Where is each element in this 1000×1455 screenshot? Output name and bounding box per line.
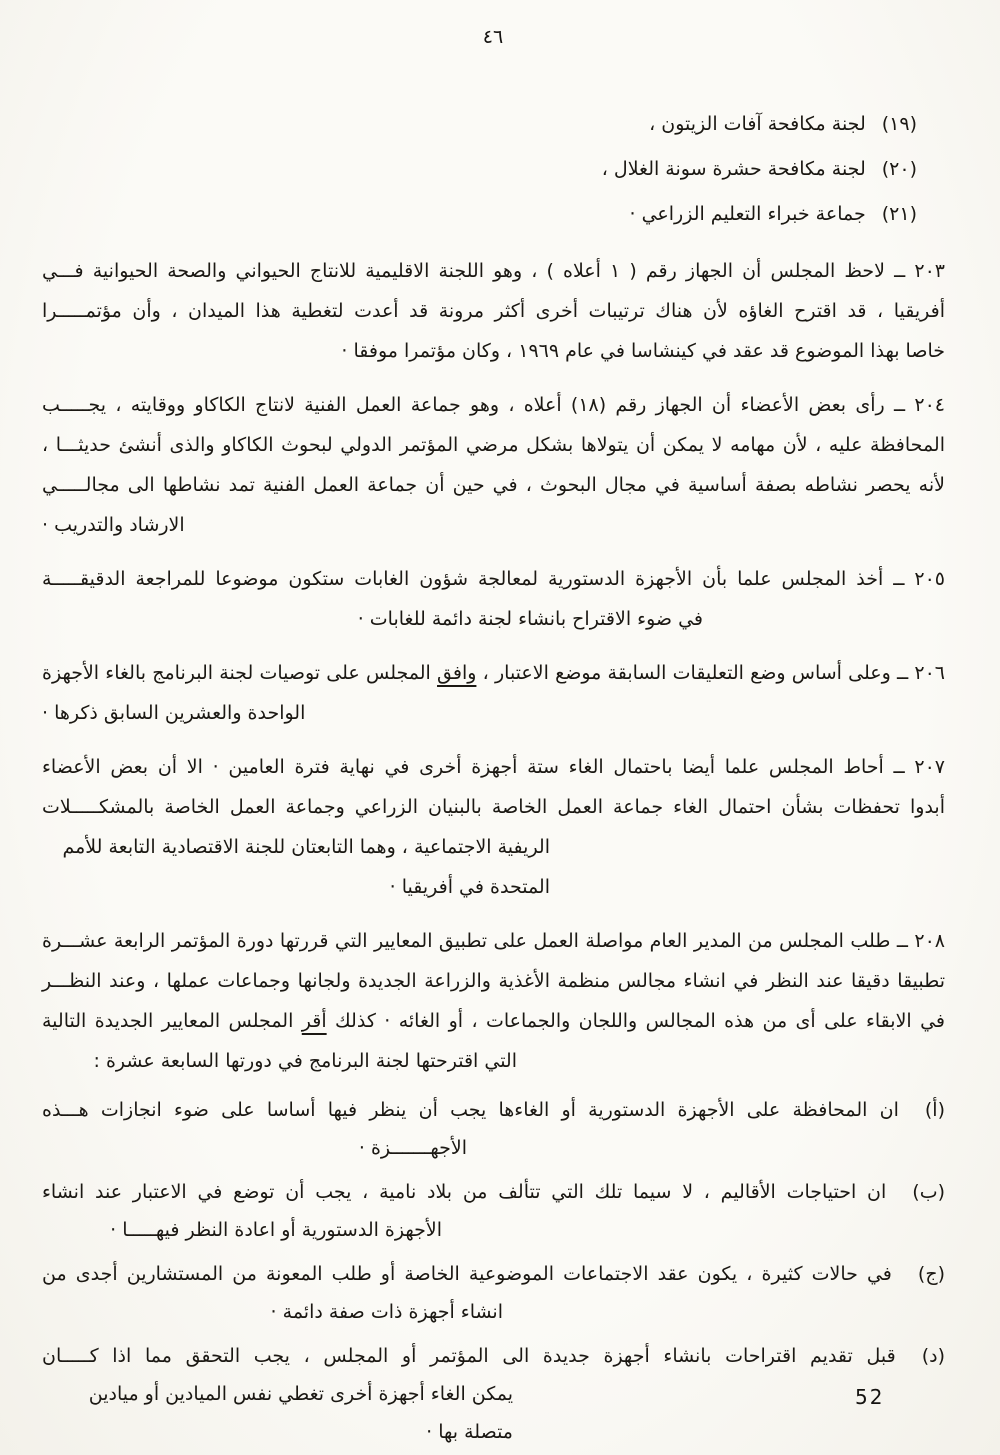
subitem-text: في حالات كثيرة ، يكون عقد الاجتماعات الموضوعية الخاصة أو طلب المعونة من المستشارين أجدى من (42, 1263, 892, 1285)
subitem-label: (أ) (924, 1099, 945, 1121)
subitem-a (42, 1091, 945, 1167)
list-item-20 (42, 147, 917, 192)
subitem-b-line-2: الأجهزة الدستورية أو اعادة النظر فيهـــــا · (110, 1219, 442, 1241)
list-item-text: جماعة خبراء التعليم الزراعي · (629, 203, 866, 225)
subitem-label: (د) (921, 1345, 945, 1367)
paragraph-203 (42, 251, 945, 371)
paragraph-208 (42, 921, 945, 1081)
p203-line-2: أفريقيا ، قد اقترح الغاؤه لأن هناك ترتيبات أخرى أكثر مرونة قد أعدت لتغطية هذا الميدان ، وأن مؤتمـــــرا (42, 300, 945, 322)
list-item-21 (42, 192, 917, 237)
subitem-text: قبل تقديم اقتراحات بانشاء أجهزة جديدة الى المؤتمر أو المجلس ، يجب التحقق مما اذا كـــــان (42, 1345, 896, 1367)
underlined-word: وافق (437, 662, 477, 684)
p208-line-2: تطبيقا دقيقا عند النظر في انشاء مجالس منظمة الأغذية والزراعة الجديدة ولجانها وجماعات عملها ، وعند النظـــر (42, 970, 945, 992)
subitem-a-line-1 (42, 1091, 945, 1129)
p206-line-2: الواحدة والعشرين السابق ذكرها · (42, 702, 306, 724)
paragraph-205 (42, 559, 945, 639)
p204-line-4: الارشاد والتدريب · (42, 514, 185, 536)
p207-line-1: ٢٠٧ ــ أحاط المجلس علما أيضا باحتمال الغاء ستة أجهزة أخرى في نهاية فترة العامين · الا أن بعض الأعضاء (42, 756, 945, 778)
p203-line-3: خاصا بهذا الموضوع قد عقد في كينشاسا في عام ١٩٦٩ ، وكان مؤتمرا موفقا · (341, 340, 945, 362)
subitem-b (42, 1173, 945, 1249)
subitem-text: ان احتياجات الأقاليم ، لا سيما تلك التي تتألف من بلاد نامية ، يجب أن توضع في الاعتبار عند انشاء (42, 1181, 887, 1203)
subitem-d-line-2: يمكن الغاء أجهزة أخرى تغطي نفس الميادين أو ميادين متصلة بها · (88, 1383, 513, 1443)
p204-line-1: ٢٠٤ ــ رأى بعض الأعضاء أن الجهاز رقم (١٨) أعلاه ، وهو جماعة العمل الفنية لانتاج الكاكاو ووقايته ، يجـــــب (42, 394, 945, 416)
p208-line-3 (42, 1001, 945, 1041)
paragraph-207 (42, 747, 945, 907)
subitem-c-line-2: انشاء أجهزة ذات صفة دائمة · (270, 1301, 503, 1323)
p208-line-1: ٢٠٨ ــ طلب المجلس من المدير العام مواصلة العمل على تطبيق المعايير التي قررتها دورة المؤتمر الرابعة عشـــرة (42, 930, 945, 952)
subitem-text: ان المحافظة على الأجهزة الدستورية أو الغاءها يجب أن ينظر فيها أساسا على ضوء انجازات هـــذه (42, 1099, 899, 1121)
list-item-number: (٢١) (881, 203, 917, 225)
list-item-19 (42, 102, 917, 147)
subitem-b-line-1 (42, 1173, 945, 1211)
p204-line-3: لأنه يحصر نشاطه بصفة أساسية في مجال البحوث ، في حين أن جماعة العمل الفنية تمد نشاطها الى مجالـــــي (42, 474, 945, 496)
p205-line-2: في ضوء الاقتراح بانشاء لجنة دائمة للغابات · (357, 608, 703, 630)
page-number-bottom: 52 (855, 1385, 885, 1409)
subitem-label: (ب) (912, 1181, 945, 1203)
subitem-a-line-2: الأجهـــــــزة · (358, 1137, 467, 1159)
list-item-number: (٢٠) (881, 158, 917, 180)
p203-line-1: ٢٠٣ ــ لاحظ المجلس أن الجهاز رقم ( ١ أعلاه ) ، وهو اللجنة الاقليمية للانتاج الحيواني والصحة الحيوانية فـــي (42, 260, 945, 282)
subitem-d-line-1 (42, 1337, 945, 1375)
p207-line-3: الريفية الاجتماعية ، وهما التابعتان للجنة الاقتصادية التابعة للأمم المتحدة في أفريقيا · (62, 836, 550, 898)
p208-text-after: المجلس المعايير الجديدة التالية (42, 1010, 302, 1032)
subitem-d (42, 1337, 945, 1451)
list-item-number: (١٩) (881, 113, 917, 135)
subitem-c-line-1 (42, 1255, 945, 1293)
p204-line-2: المحافظة عليه ، لأن مهامه لا يمكن أن يتولاها بشكل مرضي المؤتمر الدولي لبحوث الكاكاو والذى أنشئ حديثـــا ، (42, 434, 945, 456)
underlined-word: أقر (301, 1010, 327, 1032)
committee-list (42, 102, 945, 237)
subitem-label: (ج) (917, 1263, 945, 1285)
list-item-text: لجنة مكافحة آفات الزيتون ، (649, 113, 866, 135)
paragraph-204 (42, 385, 945, 545)
document-body (42, 102, 945, 1451)
p206-text-before: ٢٠٦ ــ وعلى أساس وضع التعليقات السابقة موضع الاعتبار ، (476, 662, 945, 684)
p205-line-1: ٢٠٥ ــ أخذ المجلس علما بأن الأجهزة الدستورية لمعالجة شؤون الغابات ستكون موضوعا للمراجعة الدقيقـــــة (42, 568, 945, 590)
p207-line-2: أبدوا تحفظات بشأن احتمال الغاء جماعة العمل الخاصة بالبنيان الزراعي وجماعة العمل الخاصة بالمشكـــــلات (42, 796, 945, 818)
subitem-c (42, 1255, 945, 1331)
paragraph-206 (42, 653, 945, 733)
p206-text-after: المجلس على توصيات لجنة البرنامج بالغاء الأجهزة (42, 662, 438, 684)
criteria-list (42, 1091, 945, 1451)
page-number-top: ٤٦ (482, 26, 504, 48)
p208-line-4: التي اقترحتها لجنة البرنامج في دورتها السابعة عشرة : (93, 1050, 517, 1072)
p208-text-before: في الابقاء على أى من هذه المجالس واللجان والجماعات ، أو الغائه · كذلك (326, 1010, 946, 1032)
list-item-text: لجنة مكافحة حشرة سونة الغلال ، (601, 158, 866, 180)
p206-line-1 (42, 653, 945, 693)
